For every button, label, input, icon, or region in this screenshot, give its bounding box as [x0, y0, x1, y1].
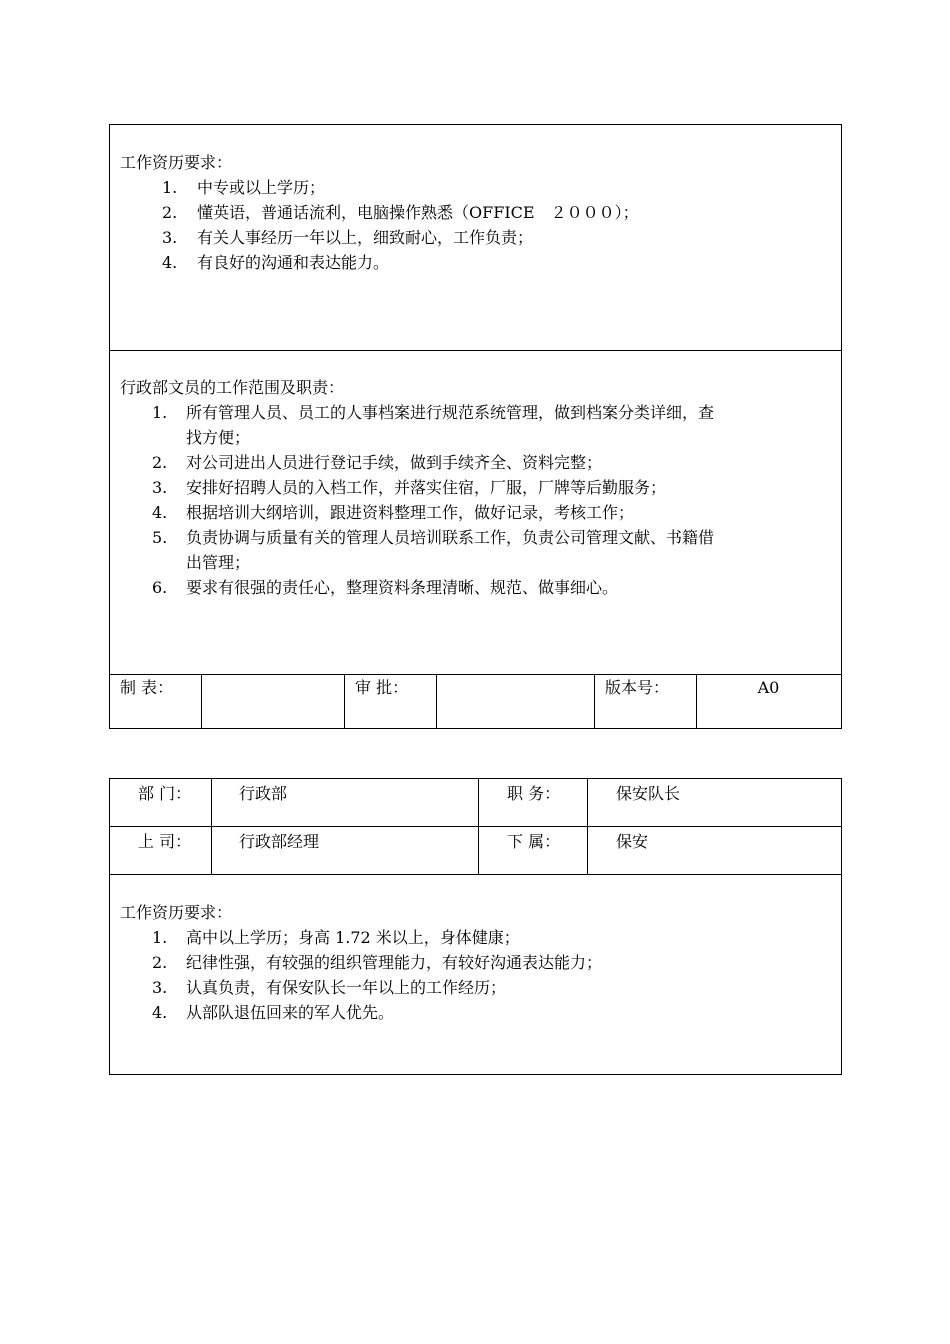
qualifications-title: 工作资历要求： [120, 903, 233, 922]
version-value: A0 [757, 678, 780, 697]
list-item: 4. 从部队退伍回来的军人优先。 [152, 1003, 395, 1022]
divider [211, 779, 212, 875]
subordinate-label: 下 属： [507, 832, 561, 851]
list-item: 3. 安排好招聘人员的入档工作，并落实住宿，厂服，厂牌等后勤服务； [152, 478, 667, 497]
qualifications-title: 工作资历要求： [120, 153, 233, 172]
superior-label: 上 司： [138, 832, 192, 851]
divider [587, 779, 588, 875]
position-value: 保安队长 [616, 784, 681, 803]
responsibilities-list [152, 400, 832, 600]
qualifications-section [110, 875, 841, 1074]
divider [110, 826, 841, 827]
list-item: 1. 中专或以上学历； [162, 178, 326, 197]
list-item: 2. 对公司进出人员进行登记手续，做到手续齐全、资料完整； [152, 453, 603, 472]
responsibilities-section [110, 351, 841, 674]
made-by-field[interactable] [202, 675, 344, 728]
superior-value: 行政部经理 [239, 832, 320, 851]
qualifications-list [152, 925, 832, 1025]
divider [344, 674, 345, 728]
list-item: 4. 根据培训大纲培训，跟进资料整理工作，做好记录，考核工作； [152, 503, 635, 522]
divider [478, 779, 479, 875]
qualifications-list [162, 175, 822, 275]
list-item: 1. 高中以上学历；身高 1.72 米以上，身体健康； [152, 928, 520, 947]
list-item: 6. 要求有很强的责任心，整理资料条理清晰、规范、做事细心。 [152, 578, 619, 597]
divider [594, 674, 595, 728]
list-item: 3. 认真负责，有保安队长一年以上的工作经历； [152, 978, 507, 997]
list-item: 4. 有良好的沟通和表达能力。 [162, 253, 390, 272]
list-item: 3. 有关人事经历一年以上，细致耐心，工作负责； [162, 228, 534, 247]
job-description-table-security [109, 778, 842, 1075]
list-item: 5. 负责协调与质量有关的管理人员培训联系工作，负责公司管理文献、书籍借 出管理； [152, 528, 715, 572]
list-item: 2. 懂英语，普通话流利，电脑操作熟悉（OFFICE ２０００）； [162, 203, 639, 222]
responsibilities-title: 行政部文员的工作范围及职责： [120, 378, 345, 397]
version-label: 版本号： [605, 678, 670, 697]
department-label: 部 门： [138, 784, 192, 803]
list-item: 1. 所有管理人员、员工的人事档案进行规范系统管理，做到档案分类详细，查 找方便； [152, 403, 715, 447]
qualifications-section [110, 125, 841, 350]
subordinate-value: 保安 [616, 832, 649, 851]
approved-label: 审 批： [355, 678, 409, 697]
list-item: 2. 纪律性强，有较强的组织管理能力，有较好沟通表达能力； [152, 953, 603, 972]
made-by-label: 制 表： [120, 678, 174, 697]
job-description-table-clerk [109, 124, 842, 729]
position-label: 职 务： [507, 784, 561, 803]
department-value: 行政部 [239, 784, 288, 803]
approved-field[interactable] [437, 675, 594, 728]
